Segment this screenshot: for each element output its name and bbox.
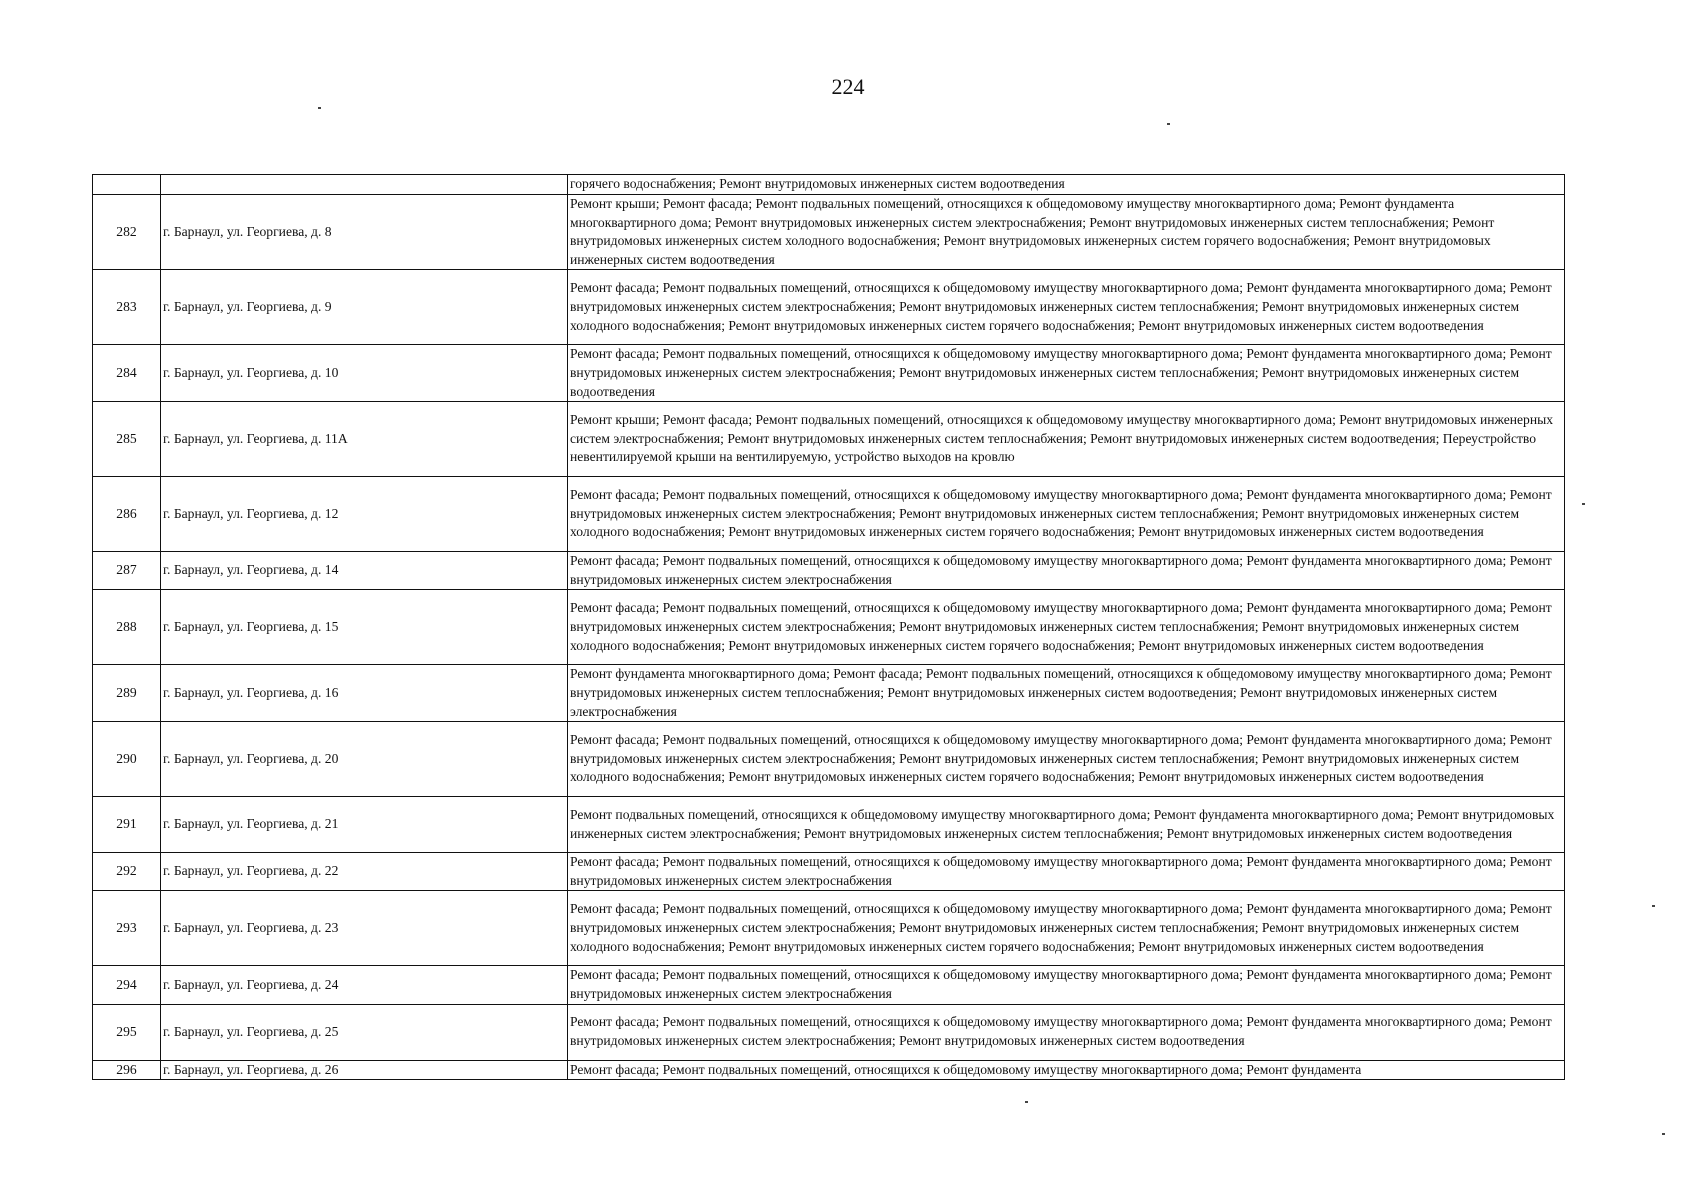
row-works: Ремонт фундамента многоквартирного дома; Ремонт фасада; Ремонт подвальных помещений, относящихся к общедомовому имуществу многоквартирного дома; Ремонт внутридомовых инженерных систем теплоснабжения; Ремонт внутридомовых инженерных систем водоотведения; Ремонт внутридомовых инженерных систем электроснабжения bbox=[568, 665, 1565, 722]
scan-speck bbox=[1652, 905, 1655, 907]
row-works: Ремонт фасада; Ремонт подвальных помещений, относящихся к общедомовому имуществу многоквартирного дома; Ремонт фундамента многоквартирного дома; Ремонт внутридомовых инженерных систем электроснабжения; Ремонт внутридомовых инженерных систем теплоснабжения; Ремонт внутридомовых инженерных систем холодного водоснабжения; Ремонт внутридомовых инженерных систем горячего водоснабжения; Ремонт внутридомовых инженерных систем водоотведения bbox=[568, 891, 1565, 966]
row-address: г. Барнаул, ул. Георгиева, д. 12 bbox=[161, 477, 568, 552]
row-address: г. Барнаул, ул. Георгиева, д. 21 bbox=[161, 797, 568, 853]
table-row bbox=[93, 477, 1565, 552]
row-number: 292 bbox=[93, 853, 161, 891]
row-number: 286 bbox=[93, 477, 161, 552]
row-works: Ремонт фасада; Ремонт подвальных помещений, относящихся к общедомовому имуществу многоквартирного дома; Ремонт фундамента bbox=[568, 1060, 1565, 1080]
row-works: Ремонт фасада; Ремонт подвальных помещений, относящихся к общедомовому имуществу многоквартирного дома; Ремонт фундамента многоквартирного дома; Ремонт внутридомовых инженерных систем электроснабжения bbox=[568, 853, 1565, 891]
row-address: г. Барнаул, ул. Георгиева, д. 15 bbox=[161, 590, 568, 665]
row-number bbox=[93, 175, 161, 195]
row-works: Ремонт фасада; Ремонт подвальных помещений, относящихся к общедомовому имуществу многоквартирного дома; Ремонт фундамента многоквартирного дома; Ремонт внутридомовых инженерных систем электроснабжения; Ремонт внутридомовых инженерных систем теплоснабжения; Ремонт внутридомовых инженерных систем водоотведения bbox=[568, 345, 1565, 402]
row-number: 284 bbox=[93, 345, 161, 402]
row-works: горячего водоснабжения; Ремонт внутридомовых инженерных систем водоотведения bbox=[568, 175, 1565, 195]
row-works: Ремонт фасада; Ремонт подвальных помещений, относящихся к общедомовому имуществу многоквартирного дома; Ремонт фундамента многоквартирного дома; Ремонт внутридомовых инженерных систем электроснабжения; Ремонт внутридомовых инженерных систем теплоснабжения; Ремонт внутридомовых инженерных систем холодного водоснабжения; Ремонт внутридомовых инженерных систем горячего водоснабжения; Ремонт внутридомовых инженерных систем водоотведения bbox=[568, 722, 1565, 797]
row-number: 290 bbox=[93, 722, 161, 797]
scan-speck bbox=[318, 107, 321, 109]
row-address: г. Барнаул, ул. Георгиева, д. 24 bbox=[161, 966, 568, 1004]
table-row bbox=[93, 402, 1565, 477]
row-number: 287 bbox=[93, 552, 161, 590]
table-row bbox=[93, 590, 1565, 665]
row-works: Ремонт фасада; Ремонт подвальных помещений, относящихся к общедомовому имуществу многоквартирного дома; Ремонт фундамента многоквартирного дома; Ремонт внутридомовых инженерных систем электроснабжения; Ремонт внутридомовых инженерных систем теплоснабжения; Ремонт внутридомовых инженерных систем холодного водоснабжения; Ремонт внутридомовых инженерных систем горячего водоснабжения; Ремонт внутридомовых инженерных систем водоотведения bbox=[568, 270, 1565, 345]
row-number: 293 bbox=[93, 891, 161, 966]
table-row bbox=[93, 966, 1565, 1004]
row-works: Ремонт фасада; Ремонт подвальных помещений, относящихся к общедомовому имуществу многоквартирного дома; Ремонт фундамента многоквартирного дома; Ремонт внутридомовых инженерных систем электроснабжения bbox=[568, 552, 1565, 590]
row-address: г. Барнаул, ул. Георгиева, д. 16 bbox=[161, 665, 568, 722]
row-address: г. Барнаул, ул. Георгиева, д. 9 bbox=[161, 270, 568, 345]
row-number: 291 bbox=[93, 797, 161, 853]
row-number: 283 bbox=[93, 270, 161, 345]
row-works: Ремонт фасада; Ремонт подвальных помещений, относящихся к общедомовому имуществу многоквартирного дома; Ремонт фундамента многоквартирного дома; Ремонт внутридомовых инженерных систем электроснабжения; Ремонт внутридомовых инженерных систем теплоснабжения; Ремонт внутридомовых инженерных систем холодного водоснабжения; Ремонт внутридомовых инженерных систем горячего водоснабжения; Ремонт внутридомовых инженерных систем водоотведения bbox=[568, 590, 1565, 665]
row-number: 296 bbox=[93, 1060, 161, 1080]
row-address: г. Барнаул, ул. Георгиева, д. 25 bbox=[161, 1004, 568, 1060]
row-number: 289 bbox=[93, 665, 161, 722]
page-number: 224 bbox=[831, 74, 865, 99]
repair-registry-table bbox=[92, 174, 1565, 1080]
row-works: Ремонт фасада; Ремонт подвальных помещений, относящихся к общедомовому имуществу многоквартирного дома; Ремонт фундамента многоквартирного дома; Ремонт внутридомовых инженерных систем электроснабжения; Ремонт внутридомовых инженерных систем теплоснабжения; Ремонт внутридомовых инженерных систем холодного водоснабжения; Ремонт внутридомовых инженерных систем горячего водоснабжения; Ремонт внутридомовых инженерных систем водоотведения bbox=[568, 477, 1565, 552]
row-works: Ремонт фасада; Ремонт подвальных помещений, относящихся к общедомовому имуществу многоквартирного дома; Ремонт фундамента многоквартирного дома; Ремонт внутридомовых инженерных систем электроснабжения bbox=[568, 966, 1565, 1004]
row-address: г. Барнаул, ул. Георгиева, д. 10 bbox=[161, 345, 568, 402]
row-address bbox=[161, 175, 568, 195]
table-row bbox=[93, 853, 1565, 891]
row-address: г. Барнаул, ул. Георгиева, д. 20 bbox=[161, 722, 568, 797]
scan-speck bbox=[1167, 123, 1170, 125]
scan-speck bbox=[1025, 1101, 1028, 1103]
table-row bbox=[93, 270, 1565, 345]
row-number: 294 bbox=[93, 966, 161, 1004]
row-address: г. Барнаул, ул. Георгиева, д. 23 bbox=[161, 891, 568, 966]
table-row bbox=[93, 1060, 1565, 1080]
row-number: 295 bbox=[93, 1004, 161, 1060]
scan-speck bbox=[1582, 503, 1585, 505]
scan-speck bbox=[1662, 1133, 1665, 1135]
table-row bbox=[93, 891, 1565, 966]
table-row bbox=[93, 797, 1565, 853]
table-row bbox=[93, 722, 1565, 797]
row-works: Ремонт подвальных помещений, относящихся к общедомовому имуществу многоквартирного дома; Ремонт фундамента многоквартирного дома; Ремонт внутридомовых инженерных систем электроснабжения; Ремонт внутридомовых инженерных систем теплоснабжения; Ремонт внутридомовых инженерных систем водоотведения bbox=[568, 797, 1565, 853]
table-row bbox=[93, 195, 1565, 270]
row-number: 285 bbox=[93, 402, 161, 477]
row-address: г. Барнаул, ул. Георгиева, д. 11А bbox=[161, 402, 568, 477]
table-row bbox=[93, 345, 1565, 402]
table-row bbox=[93, 552, 1565, 590]
row-works: Ремонт фасада; Ремонт подвальных помещений, относящихся к общедомовому имуществу многоквартирного дома; Ремонт фундамента многоквартирного дома; Ремонт внутридомовых инженерных систем электроснабжения; Ремонт внутридомовых инженерных систем водоотведения bbox=[568, 1004, 1565, 1060]
row-address: г. Барнаул, ул. Георгиева, д. 26 bbox=[161, 1060, 568, 1080]
table-row-continued bbox=[93, 175, 1565, 195]
row-number: 288 bbox=[93, 590, 161, 665]
row-address: г. Барнаул, ул. Георгиева, д. 14 bbox=[161, 552, 568, 590]
table-row bbox=[93, 1004, 1565, 1060]
row-address: г. Барнаул, ул. Георгиева, д. 22 bbox=[161, 853, 568, 891]
row-number: 282 bbox=[93, 195, 161, 270]
table-row bbox=[93, 665, 1565, 722]
row-works: Ремонт крыши; Ремонт фасада; Ремонт подвальных помещений, относящихся к общедомовому имуществу многоквартирного дома; Ремонт фундамента многоквартирного дома; Ремонт внутридомовых инженерных систем электроснабжения; Ремонт внутридомовых инженерных систем теплоснабжения; Ремонт внутридомовых инженерных систем холодного водоснабжения; Ремонт внутридомовых инженерных систем горячего водоснабжения; Ремонт внутридомовых инженерных систем водоотведения bbox=[568, 195, 1565, 270]
row-address: г. Барнаул, ул. Георгиева, д. 8 bbox=[161, 195, 568, 270]
row-works: Ремонт крыши; Ремонт фасада; Ремонт подвальных помещений, относящихся к общедомовому имуществу многоквартирного дома; Ремонт внутридомовых инженерных систем электроснабжения; Ремонт внутридомовых инженерных систем теплоснабжения; Ремонт внутридомовых инженерных систем водоотведения; Переустройство невентилируемой крыши на вентилируемую, устройство выходов на кровлю bbox=[568, 402, 1565, 477]
